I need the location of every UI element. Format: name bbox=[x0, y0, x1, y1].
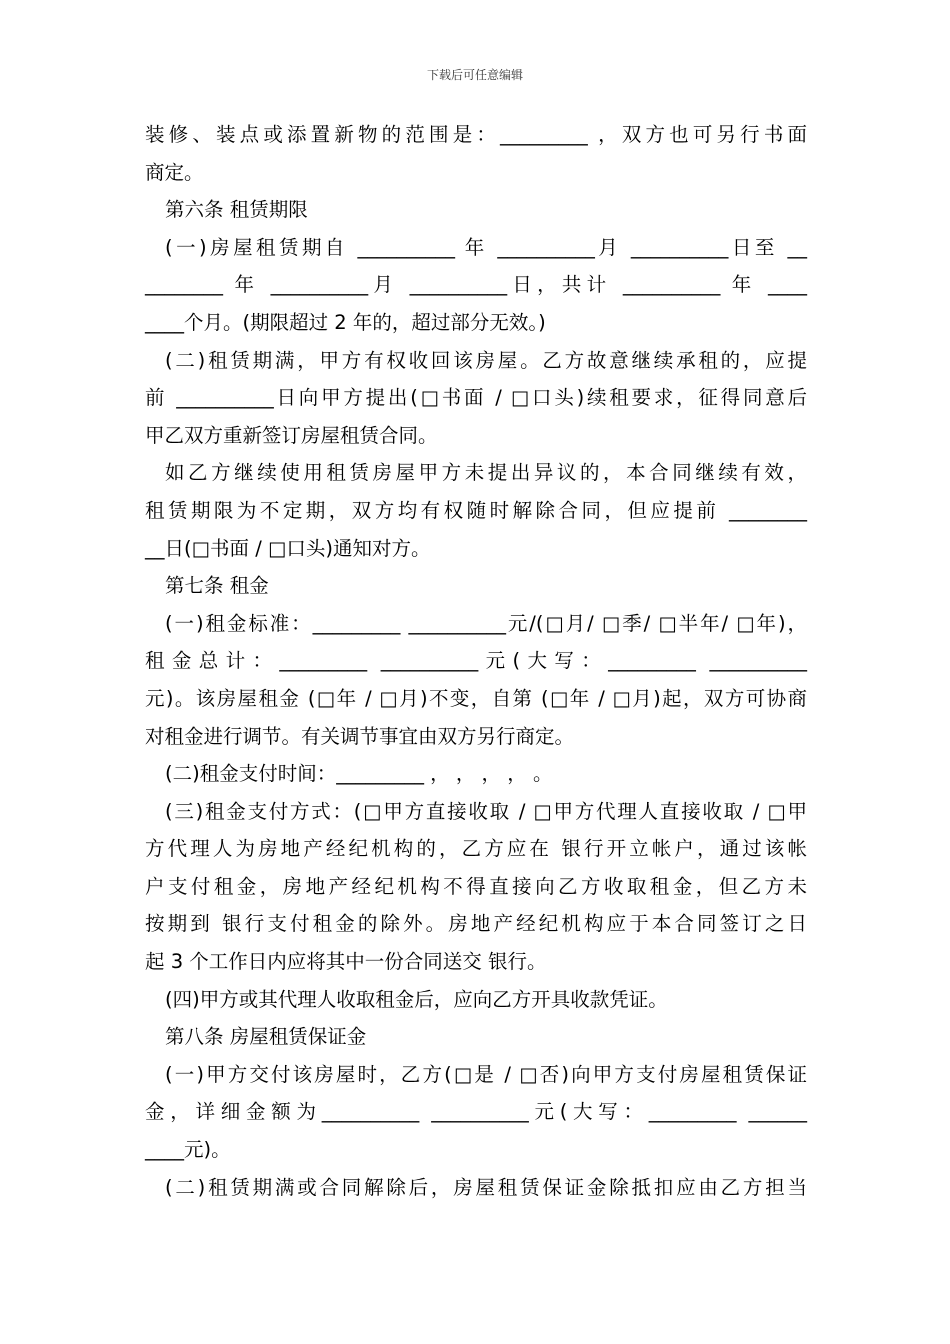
text-line: (二)租赁期满，甲方有权收回该房屋。乙方故意继续承租的，应提 bbox=[165, 348, 807, 372]
text-line: 租赁期限为不定期，双方均有权随时解除合同，但应提前 ________ bbox=[145, 498, 807, 522]
text-line: __日(□书面 / □口头)通知对方。 bbox=[145, 536, 431, 560]
page-header: 下载后可任意编辑 bbox=[426, 68, 523, 82]
text-line: (一)租金标准：_________ __________元/(□月/ □季/ □半年/ □年)， bbox=[165, 611, 807, 635]
text-line: 方代理人为房地产经纪机构的，乙方应在 银行开立帐户，通过该帐 bbox=[145, 837, 807, 861]
text-line: 第七条 租金 bbox=[165, 574, 269, 598]
text-line: (二)租金支付时间：_________ ， ， ， ， 。 bbox=[165, 762, 553, 786]
text-line: 对租金进行调节。有关调节事宜由双方另行商定。 bbox=[145, 724, 575, 748]
text-line: 第八条 房屋租赁保证金 bbox=[165, 1025, 367, 1049]
text-line: 第六条 租赁期限 bbox=[165, 198, 308, 222]
text-line: (一)甲方交付该房屋时，乙方(□是 / □否)向甲方支付房屋租赁保证 bbox=[165, 1062, 807, 1086]
text-line: (四)甲方或其代理人收取租金后，应向乙方开具收款凭证。 bbox=[165, 987, 668, 1011]
text-line: 装修、装点或添置新物的范围是：_________ ，双方也可另行书面 bbox=[145, 123, 807, 146]
text-line: ____元)。 bbox=[145, 1138, 231, 1162]
text-line: 前 __________日向甲方提出(□书面 / □口头)续租要求，征得同意后 bbox=[145, 386, 807, 410]
text-line: ____个月。(期限超过 2 年的，超过部分无效。) bbox=[145, 310, 546, 334]
text-line: (一)房屋租赁期自 __________ 年 __________月 __________日至 __ bbox=[165, 235, 807, 259]
text-line: ________ 年 __________月 __________日，共计 __________ 年 ____ bbox=[145, 273, 807, 297]
text-line: 金，详细金额为__________ __________元(大写：_________ ______ bbox=[145, 1100, 807, 1124]
text-line: 户支付租金，房地产经纪机构不得直接向乙方收取租金，但乙方未 bbox=[145, 874, 807, 898]
text-line: (三)租金支付方式：(□甲方直接收取 / □甲方代理人直接收取 / □甲 bbox=[165, 799, 807, 823]
text-line: (二)租赁期满或合同解除后，房屋租赁保证金除抵扣应由乙方担当 bbox=[165, 1175, 807, 1199]
text-line: 元)。该房屋租金 (□年 / □月)不变，自第 (□年 / □月)起，双方可协商 bbox=[145, 686, 807, 710]
text-line: 甲乙双方重新签订房屋租赁合同。 bbox=[145, 423, 438, 447]
text-line: 如乙方继续使用租赁房屋甲方未提出异议的，本合同继续有效， bbox=[165, 461, 807, 485]
text-line: 按期到 银行支付租金的除外。房地产经纪机构应于本合同签订之日 bbox=[145, 912, 807, 936]
text-line: 租金总计：_________ __________元(大写：_________ __________ bbox=[145, 649, 807, 673]
text-line: 商定。 bbox=[145, 160, 204, 184]
text-line: 起 3 个工作日内应将其中一份合同送交 银行。 bbox=[145, 950, 547, 974]
document-body bbox=[145, 116, 807, 1206]
